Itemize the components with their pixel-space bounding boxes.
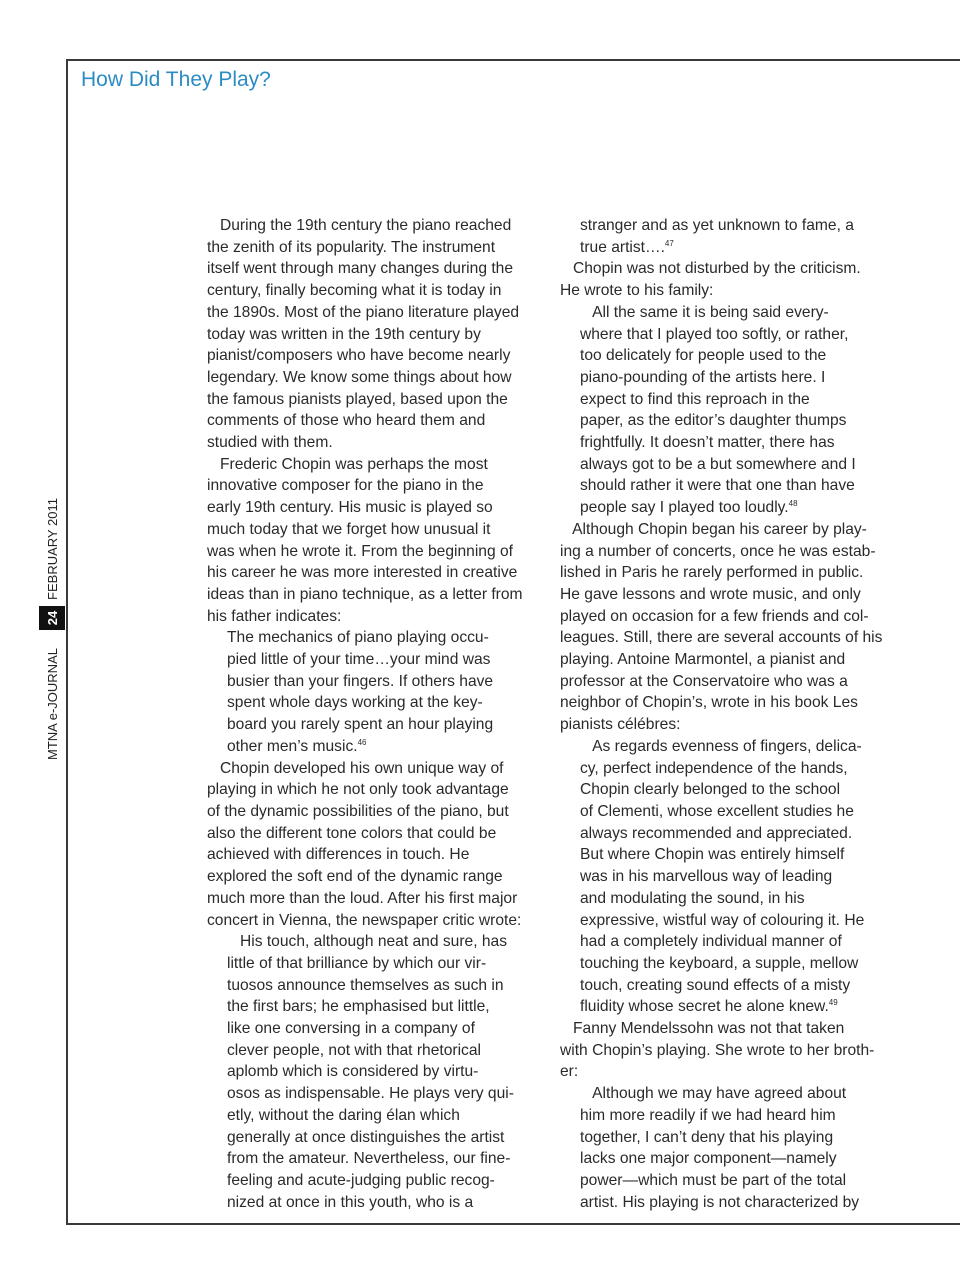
footnote-ref[interactable]: 47 — [664, 238, 674, 248]
body-paragraph — [560, 258, 895, 301]
paragraph-text: Chopin developed his own unique way of playing in which he not only took advantage of the dynamic possibilities of the piano, but also the different tone colors that could be achieved with differences in touch. He explored the soft end of the dynamic range much more than the loud. After his first major concert in Vienna, the newspaper critic wrote: — [207, 759, 522, 929]
paragraph-text: stranger and as yet unknown to fame, a true artist…. — [580, 217, 854, 256]
article-column-left — [207, 215, 539, 1213]
footnote-ref[interactable]: 49 — [828, 998, 838, 1008]
body-paragraph — [560, 1018, 895, 1083]
body-paragraph — [560, 519, 895, 736]
body-paragraph — [207, 454, 539, 628]
block-quote — [560, 736, 895, 1018]
block-quote — [560, 215, 895, 258]
paragraph-text: His touch, although neat and sure, has little of that brilliance by which our vir- tuosos announce themselves as such in the first bars; he emphasised but little, like one conversing in a company of clever people, not with that rhetorical aplomb which is considered by virtu- osos as indispensable. He plays very qui- etly, without the daring élan which generally at once distinguishes the artist from the amateur. Nevertheless, our fine- feeling and acute-judging public recog- nized at once in this youth, who is a — [227, 933, 514, 1211]
page-number: 24 — [39, 606, 65, 630]
paragraph-text: Although we may have agreed about him more readily if we had heard him together, I can’t deny that his playing lacks one major component—namely power—which must be part of the total artist. His playing is not characterized by — [580, 1085, 860, 1211]
footnote-ref[interactable]: 48 — [788, 499, 798, 509]
footnote-ref[interactable]: 46 — [357, 737, 367, 747]
article-column-right — [560, 215, 895, 1213]
journal-name: MTNA e-JOURNAL — [44, 648, 60, 760]
paragraph-text: Frederic Chopin was perhaps the most innovative composer for the piano in the early 19th century. His music is played so much today that we forget how unusual it was when he wrote it. From the beginning of his career he was more interested in creative ideas than in piano technique, as a letter from his father indicates: — [207, 455, 523, 625]
paragraph-text: During the 19th century the piano reached the zenith of its popularity. The instrument itself went through many changes during the century, finally becoming what it is today in the 1890s. Most of the piano literature played today was written in the 19th century by pianist/composers who have become nearly legendary. We know some things about how the famous pianists played, based upon the comments of those who heard them and studied with them. — [207, 217, 520, 452]
page-frame-bottom — [66, 1223, 960, 1225]
paragraph-text: All the same it is being said every- where that I played too softly, or rather, too delicately for people used to the piano-pounding of the artists here. I expect to find this reproach in the paper, as the editor’s daughter thumps frightfully. It doesn’t matter, there has always got to be a but somewhere and I should rather it were that one than have people say I played too loudly. — [580, 303, 856, 517]
block-quote — [560, 302, 895, 519]
block-quote — [560, 1083, 895, 1213]
page-frame-left — [66, 59, 68, 1225]
paragraph-text: As regards evenness of fingers, delica- cy, perfect independence of the hands, Chopin clearly belonged to the school of Clementi, whose excellent studies he always recommended and appreciated. But where Chopin was entirely himself was in his marvellous way of leading and modulating the sound, in his expressive, wistful way of colouring it. He had a completely individual manner of touching the keyboard, a supple, mellow touch, creating sound effects of a misty fluidity whose secret he alone knew. — [580, 737, 865, 1016]
body-paragraph — [207, 758, 539, 932]
page-frame-top — [66, 59, 960, 61]
body-paragraph — [207, 215, 539, 454]
block-quote — [207, 931, 539, 1213]
paragraph-text: The mechanics of piano playing occu- pied little of your time…your mind was busier than your fingers. If others have spent whole days working at the key- board you rarely spent an hour playing other men’s music. — [227, 629, 494, 755]
paragraph-text: Fanny Mendelssohn was not that taken with Chopin’s playing. She wrote to her broth- er: — [560, 1020, 875, 1081]
paragraph-text: Although Chopin began his career by play- ing a number of concerts, once he was estab- lished in Paris he rarely performed in public. He gave lessons and wrote music, and only played on occasion for a few friends and col- leagues. Still, there are several accounts of his playing. Antoine Marmontel, a pianist and professor at the Conservatoire who was a neighbor of Chopin’s, wrote in his book Les pianists célébres: — [560, 520, 883, 734]
page-sidebar — [39, 492, 65, 778]
page-title: How Did They Play? — [81, 68, 271, 91]
issue-date: FEBRUARY 2011 — [44, 498, 60, 600]
paragraph-text: Chopin was not disturbed by the criticism. He wrote to his family: — [560, 260, 861, 300]
block-quote — [207, 627, 539, 757]
